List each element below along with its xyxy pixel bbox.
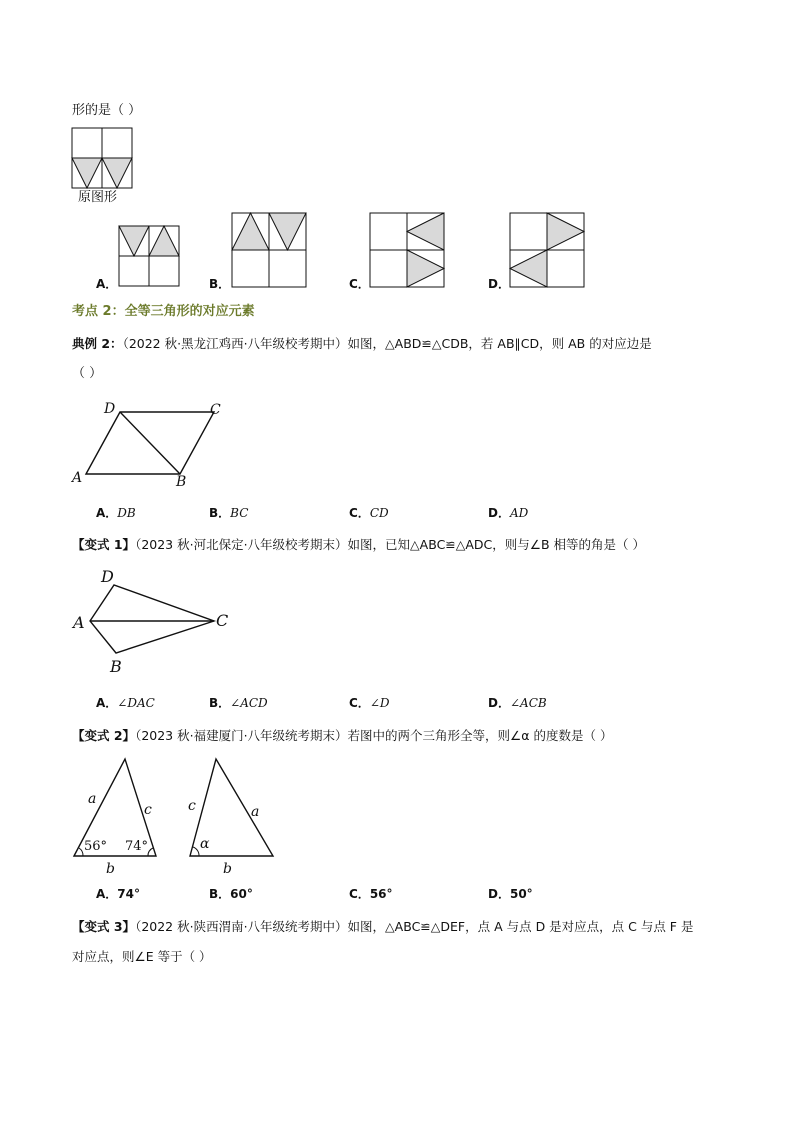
side-a-label-2: a	[251, 804, 260, 820]
option-value: ∠DAC	[117, 696, 155, 710]
v2-option-b[interactable]	[209, 886, 253, 902]
option-letter: D．	[488, 696, 510, 710]
variant-2-label: 【变式 2】	[72, 728, 136, 743]
vertex-b-label: B	[176, 474, 187, 490]
original-caption: 原图形	[78, 190, 118, 205]
variant-2-line	[72, 727, 612, 745]
option-value: 56°	[369, 887, 393, 901]
original-figure	[72, 128, 132, 188]
side-c-label-2: c	[188, 798, 196, 814]
ex2-option-d[interactable]	[488, 505, 528, 521]
vertex-d-label: D	[101, 567, 114, 586]
q1-option-b[interactable]	[209, 276, 230, 292]
ex2-option-a[interactable]	[96, 505, 136, 521]
option-value: 60°	[230, 887, 253, 901]
option-letter: C．	[349, 887, 370, 901]
variant-3-line2: 对应点，则∠E 等于（ ）	[72, 949, 212, 964]
kite-figure	[70, 565, 240, 680]
vertex-d-label: D	[104, 401, 116, 417]
side-b-label-2: b	[223, 861, 232, 877]
vertex-a-label: A	[72, 470, 83, 486]
vertex-c-label: C	[216, 611, 229, 630]
option-value: BC	[230, 506, 249, 520]
q1-option-c[interactable]	[349, 276, 370, 292]
option-letter: D．	[488, 887, 510, 901]
vertex-a-label: A	[73, 613, 85, 632]
v1-option-b[interactable]	[209, 695, 268, 711]
variant-3-line1	[72, 918, 693, 936]
variant-1-label: 【变式 1】	[72, 537, 136, 552]
v2-option-c[interactable]	[349, 886, 393, 902]
option-value: AD	[509, 506, 529, 520]
variant-2-text: （2023 秋·福建厦门·八年级统考期末）若图中的两个三角形全等，则∠α 的度数是（ ）	[135, 728, 613, 743]
variant-3-text: （2022 秋·陕西渭南·八年级统考期中）如图，△ABC≌△DEF，点 A 与点 D 是对应点，点 C 与点 F 是	[135, 919, 694, 934]
q1-stem-tail: 形的是（ ）	[72, 103, 142, 118]
option-value: ∠ACB	[509, 696, 547, 710]
option-value: ∠D	[369, 696, 390, 710]
v2-option-a[interactable]	[96, 886, 140, 902]
v1-option-d[interactable]	[488, 695, 547, 711]
option-letter: C．	[349, 506, 370, 520]
ex2-option-c[interactable]	[349, 505, 389, 521]
option-letter: C．	[349, 277, 370, 291]
option-letter: D．	[488, 506, 510, 520]
side-a-label: a	[88, 791, 97, 807]
q1-option-a[interactable]	[96, 276, 117, 292]
side-c-label: c	[144, 802, 152, 818]
option-value: DB	[117, 506, 136, 520]
example-2-line1	[72, 335, 652, 353]
option-letter: A．	[96, 506, 118, 520]
option-letter: A．	[96, 277, 118, 291]
option-value: 50°	[509, 887, 533, 901]
q1-option-d[interactable]	[488, 276, 510, 292]
angle-alpha-label: α	[200, 836, 210, 852]
option-letter: B．	[209, 696, 231, 710]
variant-1-text: （2023 秋·河北保定·八年级校考期末）如图，已知△ABC≌△ADC，则与∠B 相等的角是（ ）	[135, 537, 646, 552]
q1-option-c-figure	[370, 213, 444, 287]
option-letter: B．	[209, 277, 231, 291]
option-letter: B．	[209, 506, 231, 520]
q1-option-d-figure	[510, 213, 584, 287]
v1-option-c[interactable]	[349, 695, 390, 711]
ex2-option-b[interactable]	[209, 505, 248, 521]
option-letter: A．	[96, 696, 118, 710]
angle-56-label: 56°	[84, 839, 108, 854]
variant-3-label: 【变式 3】	[72, 919, 136, 934]
variant-1-line	[72, 536, 645, 554]
side-b-label: b	[106, 861, 115, 877]
v1-option-a[interactable]	[96, 695, 155, 711]
triangles-figure	[70, 755, 280, 875]
option-value: ∠ACD	[230, 696, 268, 710]
example-2-label: 典例 2：	[72, 336, 123, 351]
option-letter: D．	[488, 277, 510, 291]
option-letter: A．	[96, 887, 118, 901]
angle-74-label: 74°	[125, 839, 149, 854]
example-2-line2: （ ）	[72, 366, 103, 381]
vertex-b-label: B	[110, 657, 122, 676]
parallelogram-figure	[70, 398, 240, 490]
option-letter: B．	[209, 887, 231, 901]
q1-option-b-figure	[232, 213, 306, 287]
q1-option-a-figure	[119, 226, 179, 286]
example-2-text: （2022 秋·黑龙江鸡西·八年级校考期中）如图，△ABD≌△CDB，若 AB∥CD，则 AB 的对应边是	[122, 336, 652, 351]
option-value: 74°	[117, 887, 140, 901]
vertex-c-label: C	[210, 402, 221, 418]
option-letter: C．	[349, 696, 370, 710]
option-value: CD	[369, 506, 389, 520]
v2-option-d[interactable]	[488, 886, 533, 902]
section-heading: 考点 2：全等三角形的对应元素	[72, 304, 255, 319]
